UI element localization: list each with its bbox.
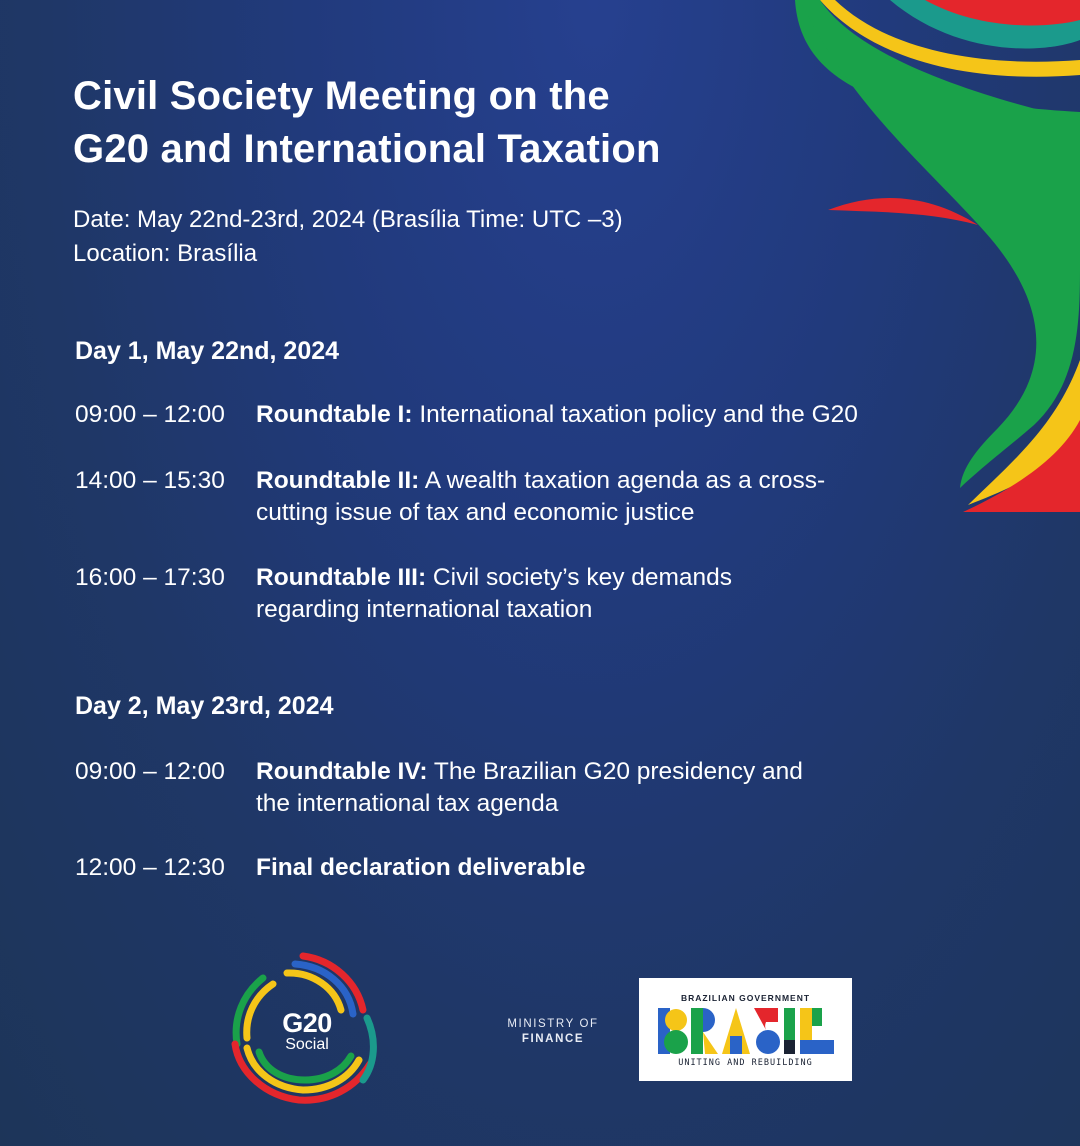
roundtable-label: Roundtable IV: [256,758,428,785]
ribbon-red-stripe [828,198,978,225]
g20-main-text: G20 [282,1008,332,1038]
session-description [256,562,816,626]
roundtable-label: Roundtable III: [256,564,427,591]
session-time: 12:00 – 12:30 [75,854,225,881]
event-date: Date: May 22nd-23rd, 2024 (Brasília Time: UTC –3) [73,206,623,233]
schedule-item [75,399,975,431]
session-description [256,756,841,820]
schedule-item [75,756,975,820]
schedule-item [75,852,975,884]
ministry-line-1: MINISTRY OF [507,1018,599,1030]
session-time: 14:00 – 15:30 [75,467,225,494]
day-1-heading: Day 1, May 22nd, 2024 [75,337,340,365]
session-topic: A wealth taxation agenda as a cross-cutting issue of tax and economic justice [256,467,826,526]
gov-bottom-text: UNITING AND REBUILDING [678,1058,813,1068]
day-2-heading: Day 2, May 23rd, 2024 [75,692,334,720]
g20-sub-text: Social [285,1036,329,1053]
title-line-1: Civil Society Meeting on the [73,74,610,118]
brasil-wordmark-icon [658,1008,834,1054]
event-location: Location: Brasília [73,240,258,267]
g20-social-wordmark [262,1010,352,1053]
session-description [256,399,966,431]
schedule-item [75,562,975,626]
brazil-government-logo [639,978,852,1081]
title-line-2: G20 and International Taxation [73,127,661,171]
schedule-item [75,465,975,529]
page-title [73,70,661,176]
session-time: 16:00 – 17:30 [75,564,225,591]
session-topic: The Brazilian G20 presidency and the international tax agenda [256,758,803,817]
event-meta [73,203,623,271]
session-time: 09:00 – 12:00 [75,401,225,428]
session-topic: Civil society’s key demands regarding international taxation [256,564,733,623]
session-description [256,465,856,529]
ministry-of-finance-logo [494,1017,612,1047]
gov-top-text: BRAZILIAN GOVERNMENT [680,993,811,1003]
ministry-line-2: FINANCE [521,1033,585,1045]
session-topic: International taxation policy and the G20 [412,401,858,428]
roundtable-label: Roundtable I: [256,401,413,428]
roundtable-label: Roundtable II: [256,467,420,494]
final-declaration-label: Final declaration deliverable [256,854,586,881]
session-time: 09:00 – 12:00 [75,758,225,785]
session-description [256,852,966,884]
